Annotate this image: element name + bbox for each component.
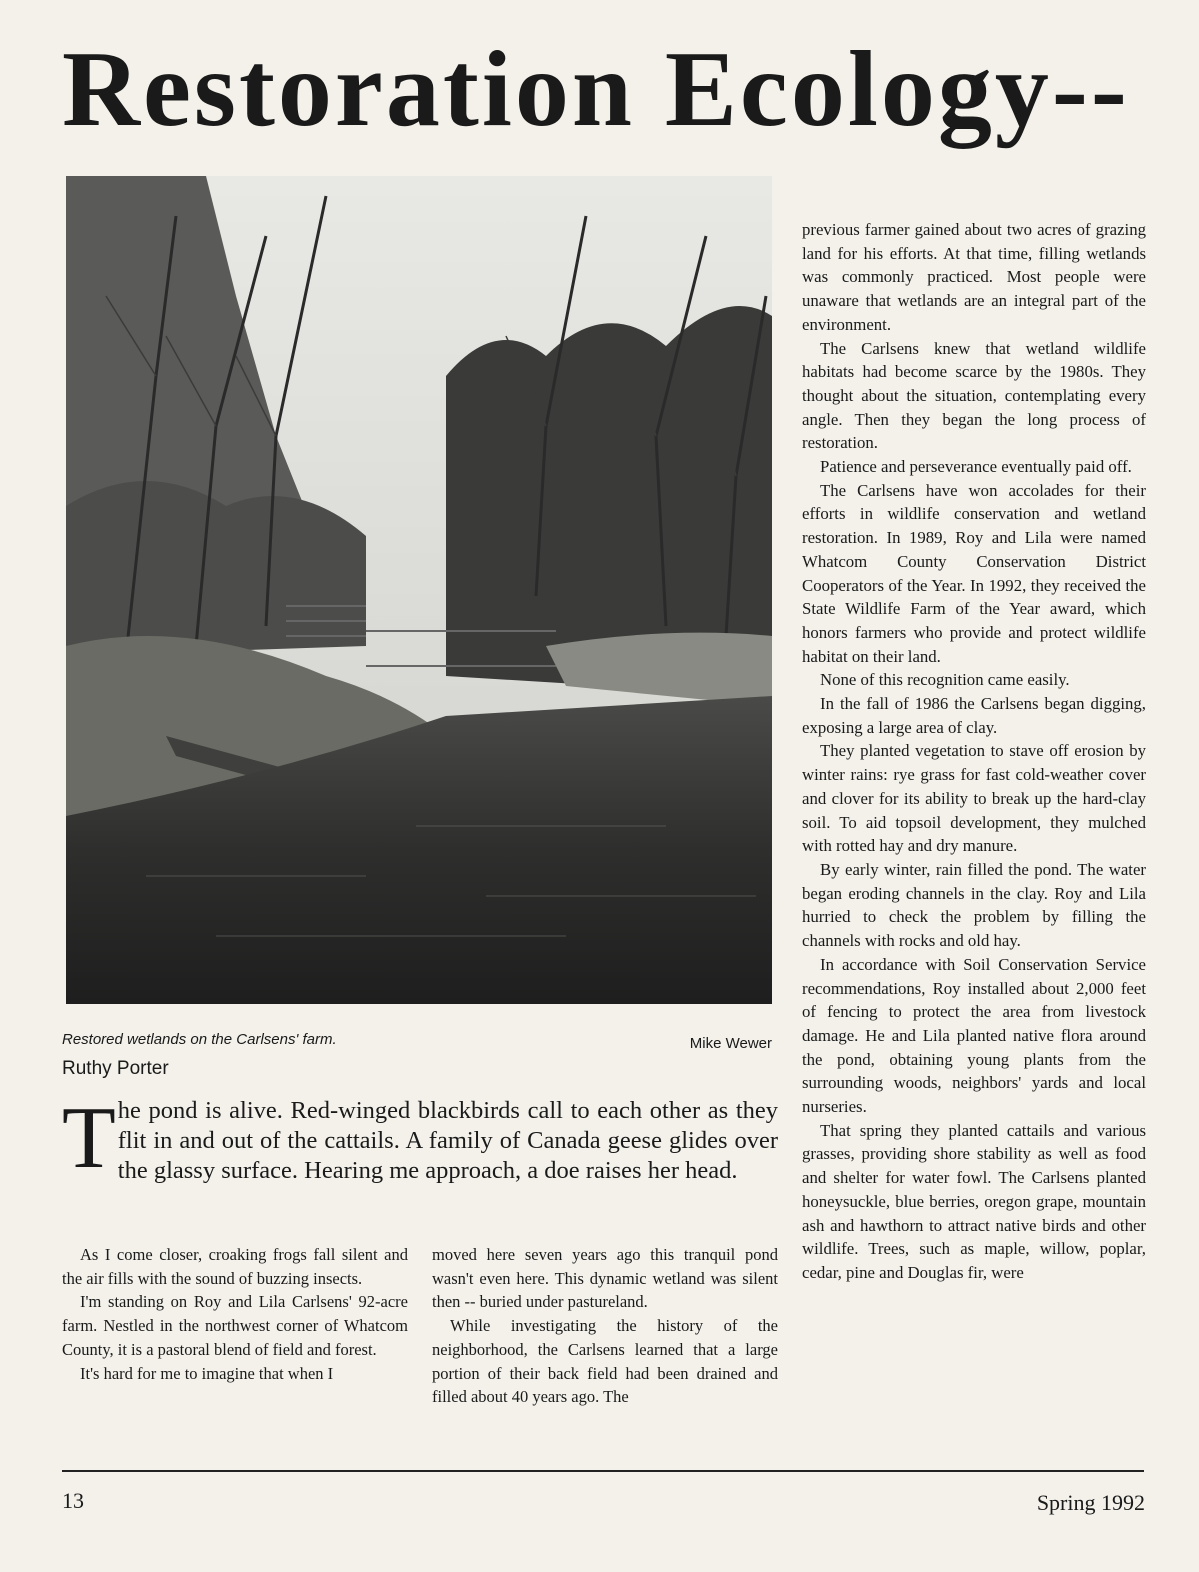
paragraph: As I come closer, croaking frogs fall silent and the air fills with the sound of buzzing insects. xyxy=(62,1245,408,1288)
paragraph: The Carlsens knew that wetland wildlife habitats had become scarce by the 1980s. They thought about the situation, contemplating every angle. Then they began the long process of restoration. xyxy=(802,338,1146,453)
photo-caption: Restored wetlands on the Carlsens' farm. xyxy=(62,1031,337,1048)
paragraph: By early winter, rain filled the pond. The water began eroding channels in the clay. Roy and Lila hurried to check the problem by filling the channels with rocks and old hay. xyxy=(802,859,1146,951)
paragraph: In accordance with Soil Conservation Service recommendations, Roy installed about 2,000 feet of fencing to protect the area from livestock damage. He and Lila planted native flora around the pond, obtaining young plants from the surrounding woods, neighbors' yards and local nurseries. xyxy=(802,954,1146,1117)
byline: Ruthy Porter xyxy=(62,1058,169,1079)
paragraph: That spring they planted cattails and various grasses, providing shore stability as well as food and shelter for water fowl. The Carlsens planted honeysuckle, blue berries, oregon grape, mountain ash and hawthorn to attract native birds and other wildlife. Trees, such as maple, willow, poplar, cedar, pine and Douglas fir, were xyxy=(802,1120,1146,1282)
footer-rule xyxy=(62,1470,1144,1472)
paragraph: While investigating the history of the neighborhood, the Carlsens learned that a large portion of their back field had been drained and filled about 40 years ago. The xyxy=(432,1316,778,1407)
lead-text: he pond is alive. Red-winged blackbirds call to each other as they flit in and out of the cattails. A family of Canada geese glides over the glassy surface. Hearing me approach, a doe raises her head. xyxy=(117,1097,778,1184)
drop-cap: T xyxy=(62,1090,116,1187)
paragraph: It's hard for me to imagine that when I xyxy=(80,1363,334,1383)
column-3 xyxy=(802,218,1146,1285)
photo-credit: Mike Wewer xyxy=(689,1035,772,1052)
paragraph: In the fall of 1986 the Carlsens began digging, exposing a large area of clay. xyxy=(802,694,1146,737)
wetland-photo xyxy=(66,176,772,1004)
issue-date: Spring 1992 xyxy=(1036,1490,1145,1515)
page-number: 13 xyxy=(62,1488,84,1513)
article-title: Restoration Ecology-- xyxy=(62,30,1130,149)
paragraph: None of this recognition came easily. xyxy=(820,670,1070,690)
paragraph: Patience and perseverance eventually paid off. xyxy=(820,457,1132,477)
paragraph: They planted vegetation to stave off erosion by winter rains: rye grass for fast cold-weather cover and clover for its ability to break up the hard-clay soil. To aid topsoil development, they mulched with rotted hay and dry manure. xyxy=(802,741,1146,856)
paragraph: The Carlsens have won accolades for their efforts in wildlife conservation and wetland restoration. In 1989, Roy and Lila were named Whatcom County Conservation District Cooperators of the Year. In 1992, they received the State Wildlife Farm of the Year award, which honors farmers who provide and protect wildlife habitat on their land. xyxy=(802,480,1146,666)
lead-paragraph xyxy=(62,1090,778,1187)
paragraph: moved here seven years ago this tranquil pond wasn't even here. This dynamic wetland was silent then -- buried under pastureland. xyxy=(432,1245,778,1312)
column-2 xyxy=(432,1243,778,1409)
paragraph: previous farmer gained about two acres of grazing land for his efforts. At that time, filling wetlands was commonly practiced. Most people were unaware that wetlands are an integral part of the environment. xyxy=(802,220,1146,334)
paragraph: I'm standing on Roy and Lila Carlsens' 92-acre farm. Nestled in the northwest corner of Whatcom County, it is a pastoral blend of field and forest. xyxy=(62,1292,408,1359)
column-1 xyxy=(62,1243,408,1385)
